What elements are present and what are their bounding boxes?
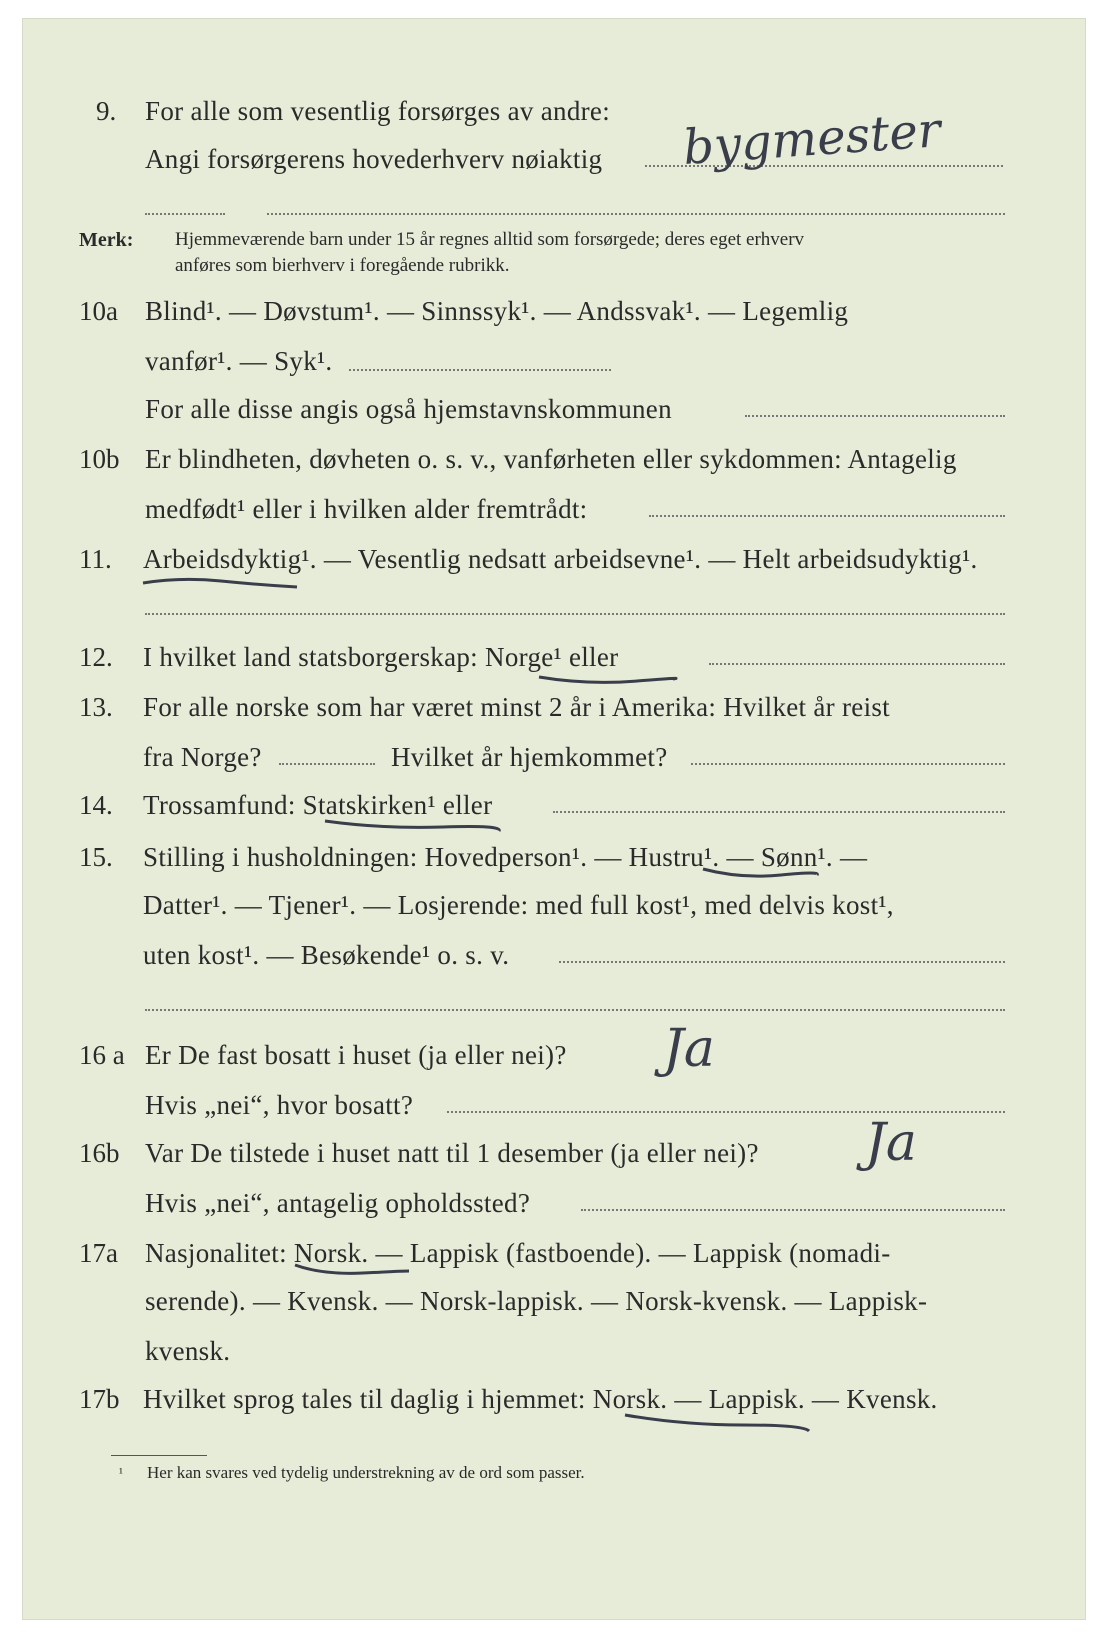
q10b-line1: Er blindheten, døvheten o. s. v., vanførheten eller sykdommen: Antagelig: [145, 444, 957, 474]
q10a-line2: vanfør¹. — Syk¹.: [145, 346, 333, 376]
q17b-line1: Hvilket sprog tales til daglig i hjemmet: Norsk. — Lappisk. — Kvensk.: [143, 1384, 938, 1414]
q15-underline-mark: [701, 865, 821, 883]
q9-line2: Angi forsørgerens hovederhverv nøiaktig: [145, 144, 603, 174]
q9-line1: For alle som vesentlig forsørges av andre:: [145, 96, 610, 126]
q14-number: 14.: [79, 790, 113, 820]
q17a-underline-mark: [293, 1263, 413, 1281]
q11-extra-line: [145, 613, 1005, 615]
q10b-answer-line: [649, 515, 1005, 517]
q10a-kommune-line: [745, 415, 1005, 417]
q16a-line1: Er De fast bosatt i huset (ja eller nei)?: [145, 1040, 567, 1070]
q16a-answer-line: [447, 1111, 1005, 1113]
q16b-number: 16b: [79, 1138, 120, 1168]
q16a-line2: Hvis „nei“, hvor bosatt?: [145, 1090, 414, 1120]
q12-underline-mark: [537, 669, 677, 689]
q13-hjemkommet-line: [691, 763, 1005, 765]
q10b-line2: medfødt¹ eller i hvilken alder fremtrådt:: [145, 494, 588, 524]
q9-number: 9.: [96, 96, 117, 126]
q16a-handwritten-answer: Ja: [663, 1019, 715, 1079]
q11-line1: Arbeidsdyktig¹. — Vesentlig nedsatt arbeidsevne¹. — Helt arbeidsudyktig¹.: [143, 544, 978, 574]
q15-number: 15.: [79, 842, 113, 872]
q13-line1: For alle norske som har været minst 2 år i Amerika: Hvilket år reist: [143, 692, 890, 722]
q12-line1: I hvilket land statsborgerskap: Norge¹ eller: [143, 642, 619, 672]
q13-line2b: Hvilket år hjemkommet?: [391, 742, 668, 772]
merk-label: Merk:: [79, 229, 134, 251]
q17a-line3: kvensk.: [145, 1336, 231, 1366]
q16b-line2: Hvis „nei“, antagelig opholdssted?: [145, 1188, 531, 1218]
q14-line1: Trossamfund: Statskirken¹ eller: [143, 790, 493, 820]
q9-handwritten-answer: bygmester: [681, 102, 943, 176]
q17a-line1: Nasjonalitet: Norsk. — Lappisk (fastboende). — Lappisk (nomadi-: [145, 1238, 891, 1268]
q17a-line2: serende). — Kvensk. — Norsk-lappisk. — Norsk-kvensk. — Lappisk-: [145, 1286, 928, 1316]
q10a-syk-line: [349, 369, 611, 371]
q11-number: 11.: [79, 544, 112, 574]
q14-answer-line: [553, 811, 1005, 813]
q11-underline-mark: [141, 571, 301, 595]
q15-line2: Datter¹. — Tjener¹. — Losjerende: med full kost¹, med delvis kost¹,: [143, 890, 894, 920]
q13-reist-line: [279, 763, 375, 765]
q10a-line1: Blind¹. — Døvstum¹. — Sinnssyk¹. — Andssvak¹. — Legemlig: [145, 296, 849, 326]
q9-extra-line: [267, 213, 1005, 215]
q17a-number: 17a: [79, 1238, 118, 1268]
q17b-number: 17b: [79, 1384, 120, 1414]
form-page: [22, 18, 1086, 1620]
footnote-mark: ¹: [119, 1465, 123, 1480]
footnote-rule: [111, 1455, 207, 1456]
q17b-underline-mark: [623, 1411, 813, 1435]
q10a-line3: For alle disse angis også hjemstavnskommunen: [145, 394, 672, 424]
footnote-text: Her kan svares ved tydelig understrekning av de ord som passer.: [147, 1463, 585, 1482]
q14-underline-mark: [323, 817, 503, 837]
q15-answer-line: [559, 961, 1005, 963]
merk-line2: anføres som bierhverv i foregående rubrikk.: [175, 255, 510, 276]
q15-line3: uten kost¹. — Besøkende¹ o. s. v.: [143, 940, 510, 970]
q13-number: 13.: [79, 692, 113, 722]
q16b-answer-line: [581, 1209, 1005, 1211]
q15-extra-line: [145, 1009, 1005, 1011]
q15-line1: Stilling i husholdningen: Hovedperson¹. — Hustru¹. — Sønn¹. —: [143, 842, 868, 872]
merk-line1: Hjemmeværende barn under 15 år regnes alltid som forsørgede; deres eget erhverv: [175, 229, 805, 250]
q10a-number: 10a: [79, 296, 118, 326]
q12-answer-line: [709, 663, 1005, 665]
q13-line2a: fra Norge?: [143, 742, 262, 772]
q16b-handwritten-answer: Ja: [865, 1113, 917, 1173]
q16b-line1: Var De tilstede i huset natt til 1 desember (ja eller nei)?: [145, 1138, 759, 1168]
q16a-number: 16 a: [79, 1040, 125, 1070]
q9-extra-line-left: [145, 213, 225, 215]
q10b-number: 10b: [79, 444, 120, 474]
q12-number: 12.: [79, 642, 113, 672]
